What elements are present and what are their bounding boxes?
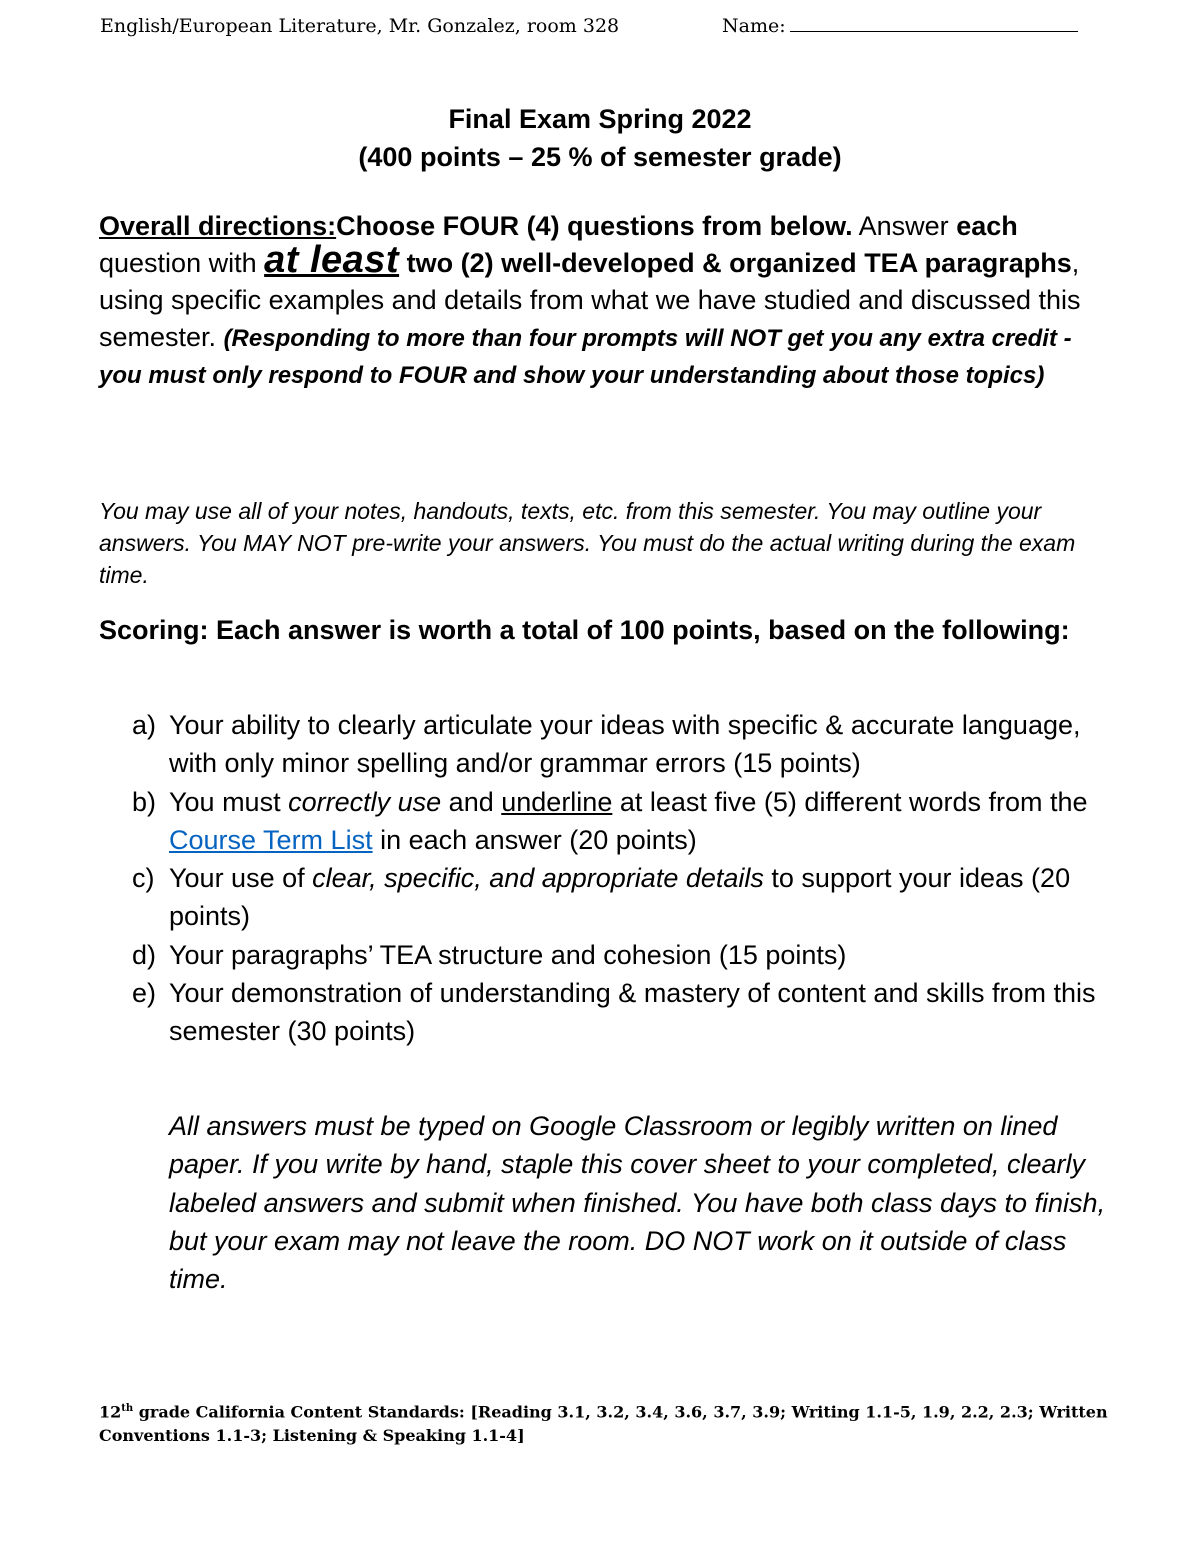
criterion-text: Your ability to clearly articulate your ideas with specific & accurate language, with only minor spelling and/or grammar errors (15 points) <box>169 710 1081 779</box>
directions-each: each <box>956 211 1018 241</box>
directions-question-with: question with <box>99 248 257 278</box>
criterion-underline-word: underline <box>501 786 613 817</box>
criterion-b <box>99 783 1109 860</box>
criterion-text: to support your ideas (20 points) <box>169 863 1071 932</box>
submission-instructions: All answers must be typed on Google Classroom or legibly written on lined paper. If you write by hand, staple this cover sheet to your completed, clearly labeled answers and submit when finished. You have both class days to finish, but your exam may not leave the room. DO NOT work on it outside of class time. <box>169 1111 1106 1295</box>
page-header <box>100 10 1100 42</box>
notes-policy: You may use all of your notes, handouts, texts, etc. from this semester. You may outline your answers. You MAY NOT pre-write your answers. You must do the actual writing during the exam time. <box>99 498 1076 588</box>
exam-title-line2: (400 points – 25 % of semester grade) <box>358 142 842 172</box>
criterion-text: You must <box>169 786 281 817</box>
scoring-heading: Scoring: Each answer is worth a total of 100 points, based on the following: <box>99 615 1070 645</box>
criterion-d <box>99 936 1109 974</box>
criterion-text: in each answer (20 points) <box>380 824 697 855</box>
course-info: English/European Literature, Mr. Gonzalez, room 328 <box>100 15 620 37</box>
criterion-letter: a) <box>132 710 157 740</box>
criterion-text: at least five (5) different words from the <box>619 786 1088 817</box>
criterion-e <box>99 974 1109 1051</box>
directions-label: Overall directions: <box>99 211 337 241</box>
directions-choose: Choose FOUR (4) questions from below. <box>336 211 853 241</box>
criterion-text: and <box>448 786 494 817</box>
scoring-criteria-list <box>99 706 1109 1051</box>
name-field[interactable] <box>722 10 1078 42</box>
directions-answer: Answer <box>858 211 949 241</box>
criterion-letter: b) <box>132 786 157 817</box>
criterion-text: Your demonstration of understanding & mastery of content and skills from this semester (30 points) <box>169 978 1096 1047</box>
course-term-list-link[interactable]: Course Term List <box>169 824 373 855</box>
criterion-text: Your paragraphs’ TEA structure and cohesion (15 points) <box>169 939 847 970</box>
criterion-emphasis: correctly use <box>288 786 442 817</box>
exam-title-line1: Final Exam Spring 2022 <box>448 104 752 134</box>
directions-tea: TEA paragraphs <box>864 248 1072 278</box>
name-label: Name: <box>722 15 786 37</box>
criterion-letter: c) <box>132 863 155 894</box>
exam-title <box>0 100 1200 176</box>
name-blank-line[interactable] <box>790 11 1078 32</box>
directions-at-least: at least <box>264 239 400 281</box>
grade-suffix: th <box>121 1403 134 1414</box>
criterion-c <box>99 859 1109 936</box>
criterion-letter: e) <box>132 978 157 1009</box>
criterion-text: Your use of <box>169 863 305 894</box>
directions-using: , using specific examples and details from what we have studied and discussed this semester. <box>99 248 1081 352</box>
content-standards-footer <box>99 1397 1109 1448</box>
standards-text: grade California Content Standards: [Reading 3.1, 3.2, 3.4, 3.6, 3.7, 3.9; Writing 1.1-5, 1.9, 2.2, 2.3; Written Conventions 1.1-3; Listening & Speaking 1.1-4] <box>99 1402 1108 1446</box>
criterion-letter: d) <box>132 939 157 970</box>
criterion-a <box>99 706 1109 783</box>
directions-two: two (2) well-developed & organized <box>406 248 857 278</box>
overall-directions <box>99 208 1109 393</box>
criterion-emphasis: clear, specific, and appropriate details <box>312 863 764 894</box>
directions-warning: (Responding to more than four prompts will NOT get you any extra credit - you must only respond to FOUR and show your understanding about those topics) <box>99 325 1072 389</box>
grade-number: 12 <box>99 1402 122 1422</box>
